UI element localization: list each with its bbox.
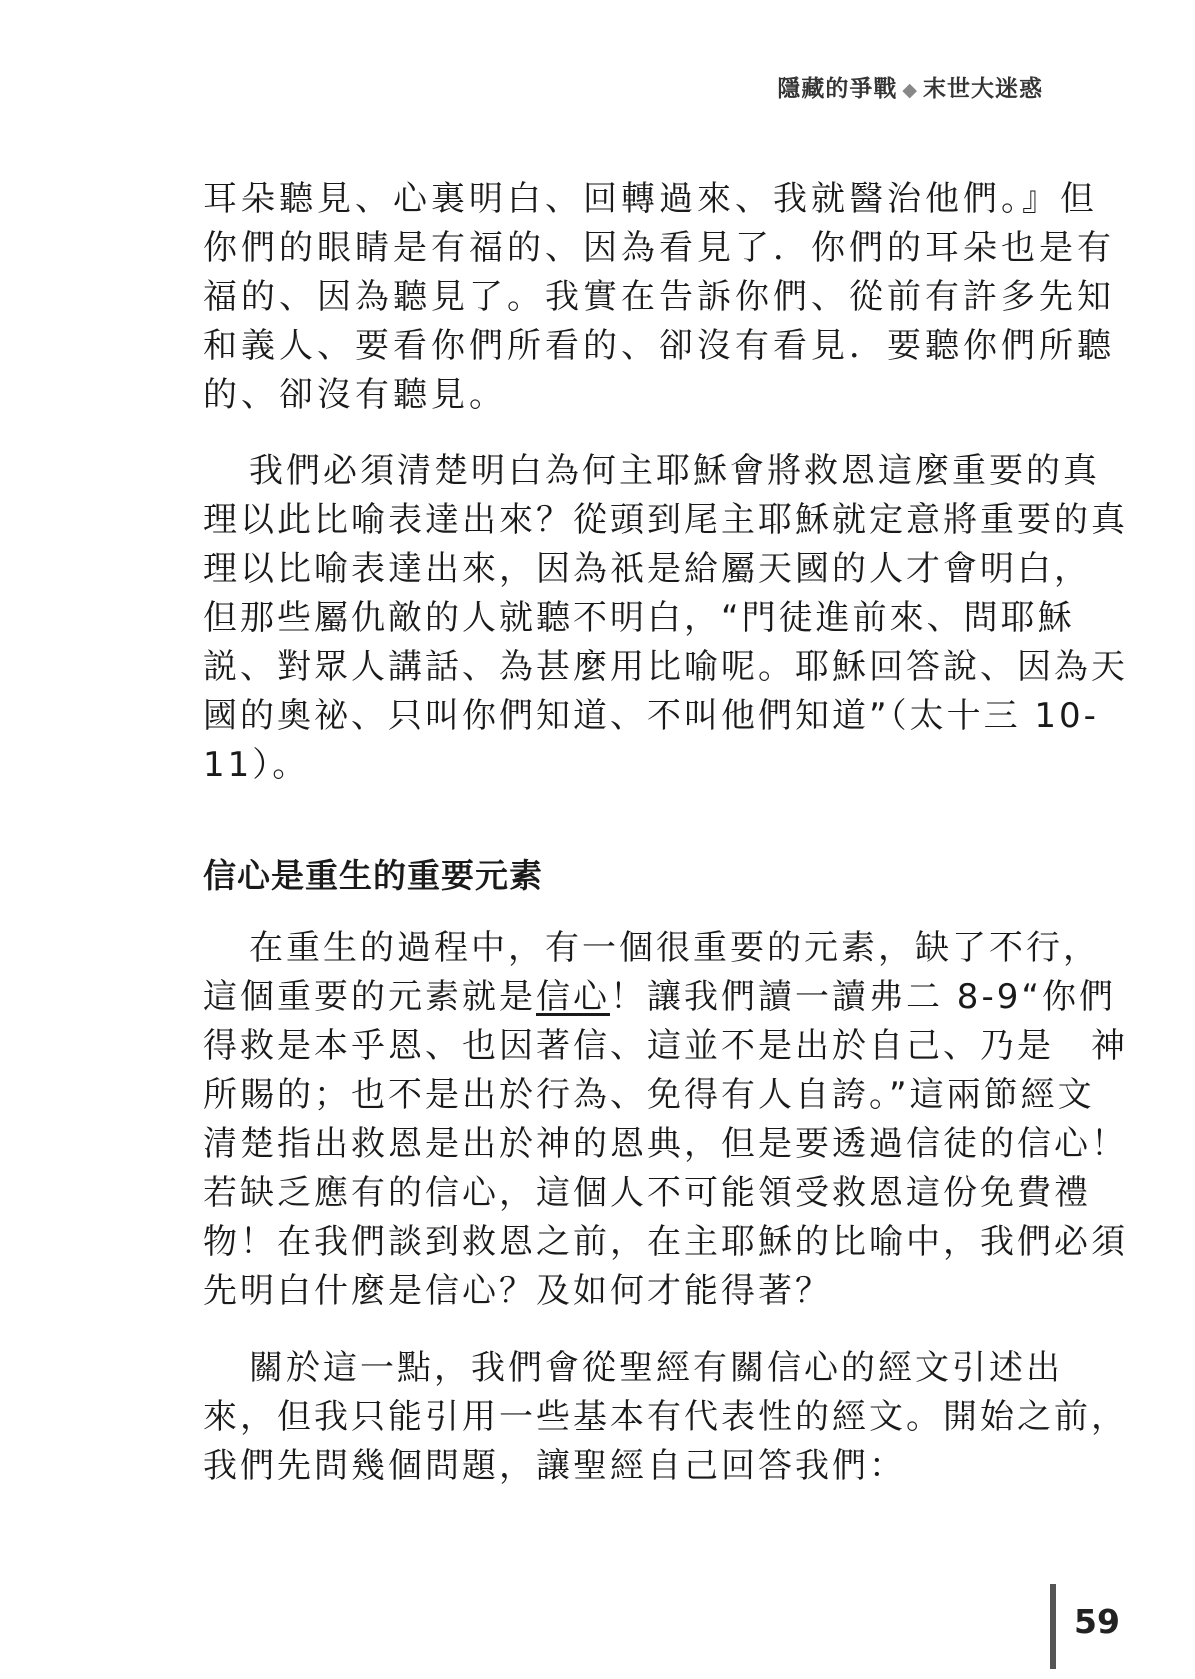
text-line: 耳朵聽見、心裏明白、回轉過來、我就醫治他們。』但: [203, 179, 1098, 219]
text-fragment: ！讓我們讀一讀弗二 8-9“你們: [610, 977, 1116, 1017]
page-body: [203, 175, 1128, 1491]
text-line: [203, 973, 1116, 1022]
text-line: 若缺乏應有的信心，這個人不可能領受救恩這份免費禮: [203, 1173, 1091, 1213]
text-line: 在重生的過程中，有一個很重要的元素，缺了不行，: [249, 928, 1100, 968]
text-line: 國的奧祕、只叫你們知道、不叫他們知道”（太十三 10-: [203, 696, 1099, 736]
scripture-quote-paragraph: [203, 175, 1115, 420]
text-line: 11）。: [203, 745, 310, 785]
book-title: 隱藏的爭戰: [777, 76, 898, 102]
text-line: 你們的眼睛是有福的、因為看見了．你們的耳朵也是有: [203, 228, 1115, 268]
section-heading: 信心是重生的重要元素: [203, 856, 543, 895]
text-fragment: 這個重要的元素就是: [203, 977, 536, 1017]
text-line: 所賜的；也不是出於行為、免得有人自誇。”這兩節經文: [203, 1075, 1095, 1115]
text-line: 理以此比喻表達出來？從頭到尾主耶穌就定意將重要的真: [203, 500, 1128, 540]
underlined-keyword: 信心: [536, 977, 610, 1017]
text-line: 物！在我們談到救恩之前，在主耶穌的比喻中，我們必須: [203, 1222, 1128, 1262]
text-line: 福的、因為聽見了。我實在告訴你們、從前有許多先知: [203, 277, 1115, 317]
chapter-title: 末世大迷惑: [923, 76, 1043, 102]
running-header: [777, 70, 1043, 103]
text-line: 關於這一點，我們會從聖經有關信心的經文引述出: [249, 1348, 1063, 1388]
text-line: 清楚指出救恩是出於神的恩典，但是要透過信徒的信心！: [203, 1124, 1128, 1164]
body-paragraph-questions: [203, 1344, 1128, 1491]
text-line: 得救是本乎恩、也因著信、這並不是出於自己、乃是 神: [203, 1026, 1128, 1066]
text-line: 先明白什麼是信心？及如何才能得著？: [203, 1271, 832, 1311]
text-line: 的、卻沒有聽見。: [203, 375, 507, 415]
text-line: 我們必須清楚明白為何主耶穌會將救恩這麼重要的真: [249, 451, 1100, 491]
body-paragraph-parables: [203, 447, 1128, 790]
diamond-icon: ◆: [902, 79, 918, 101]
text-line: 我們先問幾個問題，讓聖經自己回答我們：: [203, 1446, 906, 1486]
page-number: 59: [1074, 1602, 1120, 1641]
text-line: 但那些屬仇敵的人就聽不明白，“門徒進前來、問耶穌: [203, 598, 1075, 638]
text-line: 説、對眾人講話、為甚麼用比喻呢。耶穌回答說、因為天: [203, 647, 1128, 687]
page-number-divider: [1050, 1584, 1056, 1669]
text-line: 理以比喻表達出來，因為祇是給屬天國的人才會明白，: [203, 549, 1091, 589]
text-line: 來，但我只能引用一些基本有代表性的經文。開始之前，: [203, 1397, 1128, 1437]
body-paragraph-faith: [203, 924, 1128, 1316]
text-line: 和義人、要看你們所看的、卻沒有看見．要聽你們所聽: [203, 326, 1115, 366]
